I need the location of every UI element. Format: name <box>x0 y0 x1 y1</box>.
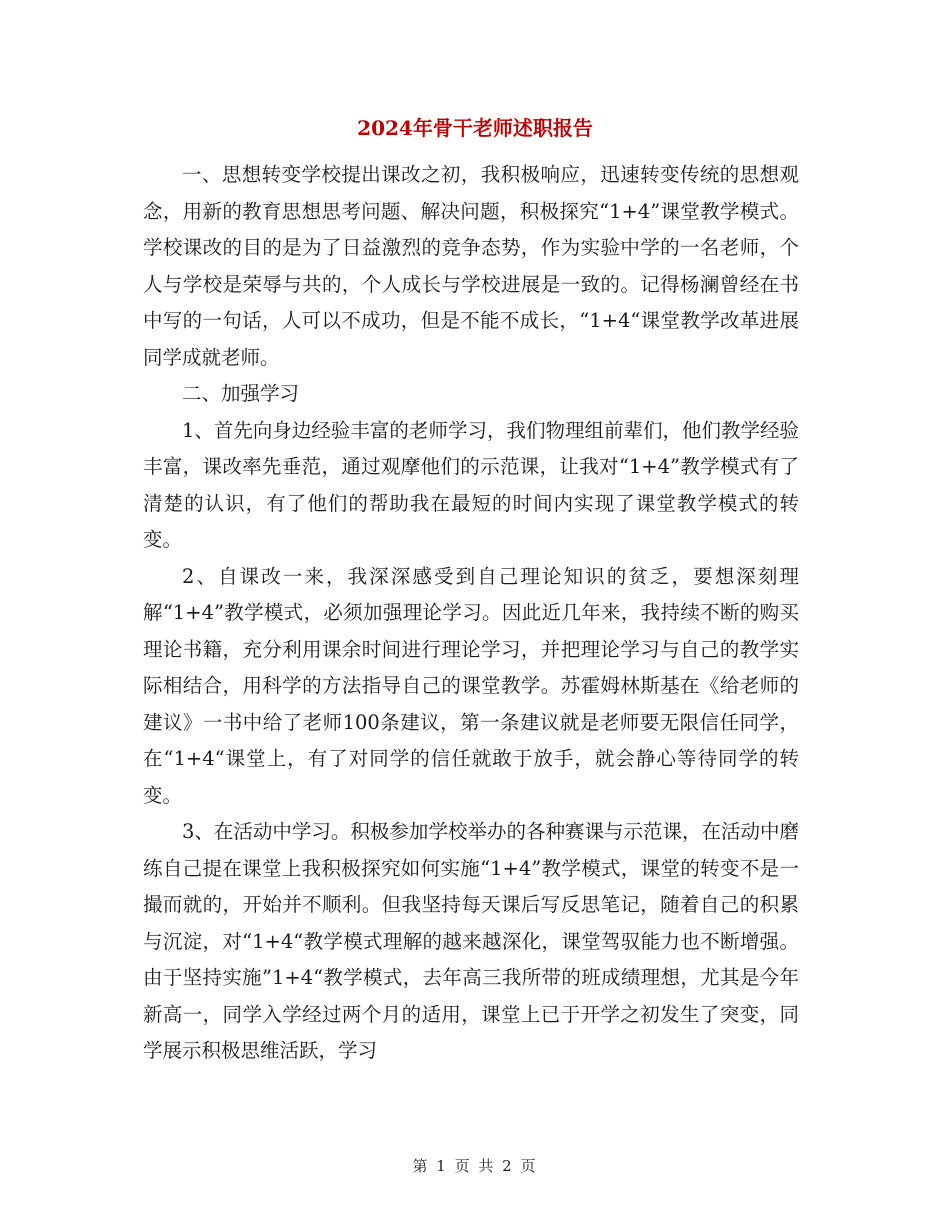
paragraph-learn-in-activities: 3、在活动中学习。积极参加学校举办的各种赛课与示范课，在活动中磨练自己提在课堂上我积极探究如何实施“1+4”教学模式，课堂的转变不是一撮而就的，开始并不顺利。但我坚持每天课后写反思笔记，随着自己的积累与沉淀，对“1+4“教学模式理解的越来越深化，课堂驾驭能力也不断增强。由于坚持实施”1+4“教学模式，去年高三我所带的班成绩理想，尤其是今年新高一，同学入学经过两个月的适用，课堂上已于开学之初发生了突变，同学展示积极思维活跃，学习 <box>143 820 799 1062</box>
paragraph-thought-change: 一、思想转变学校提出课改之初，我积极响应，迅速转变传统的思想观念，用新的教育思想思考问题、解决问题，积极探究“1+4”课堂教学模式。学校课改的目的是为了日益激烈的竞争态势，作为实验中学的一名老师，个人与学校是荣辱与共的，个人成长与学校进展是一致的。记得杨澜曾经在书中写的一句话，人可以不成功，但是不能不成长，“1+4“课堂教学改革进展同学成就老师。 <box>143 163 799 369</box>
document-title: 2024年骨干老师述职报告 <box>357 116 593 140</box>
document-body <box>143 157 799 1070</box>
page-footer: 第 1 页 共 2 页 <box>412 1157 538 1175</box>
paragraph-theory-study: 2、自课改一来，我深深感受到自己理论知识的贫乏，要想深刻理解“1+4”教学模式，必须加强理论学习。因此近几年来，我持续不断的购买理论书籍，充分利用课余时间进行理论学习，并把理论学习与自己的教学实际相结合，用科学的方法指导自己的课堂教学。苏霍姆林斯基在《给老师的建议》一书中给了老师100条建议，第一条建议就是老师要无限信任同学，在“1+4“课堂上，有了对同学的信任就敢于放手，就会静心等待同学的转变。 <box>143 564 799 807</box>
paragraph-strengthen-learning-heading: 二、加强学习 <box>182 382 300 405</box>
paragraph-learn-from-teachers: 1、首先向身边经验丰富的老师学习，我们物理组前辈们，他们教学经验丰富，课改率先垂范，通过观摩他们的示范课，让我对“1+4”教学模式有了清楚的认识，有了他们的帮助我在最短的时间内实现了课堂教学模式的转变。 <box>143 418 799 551</box>
